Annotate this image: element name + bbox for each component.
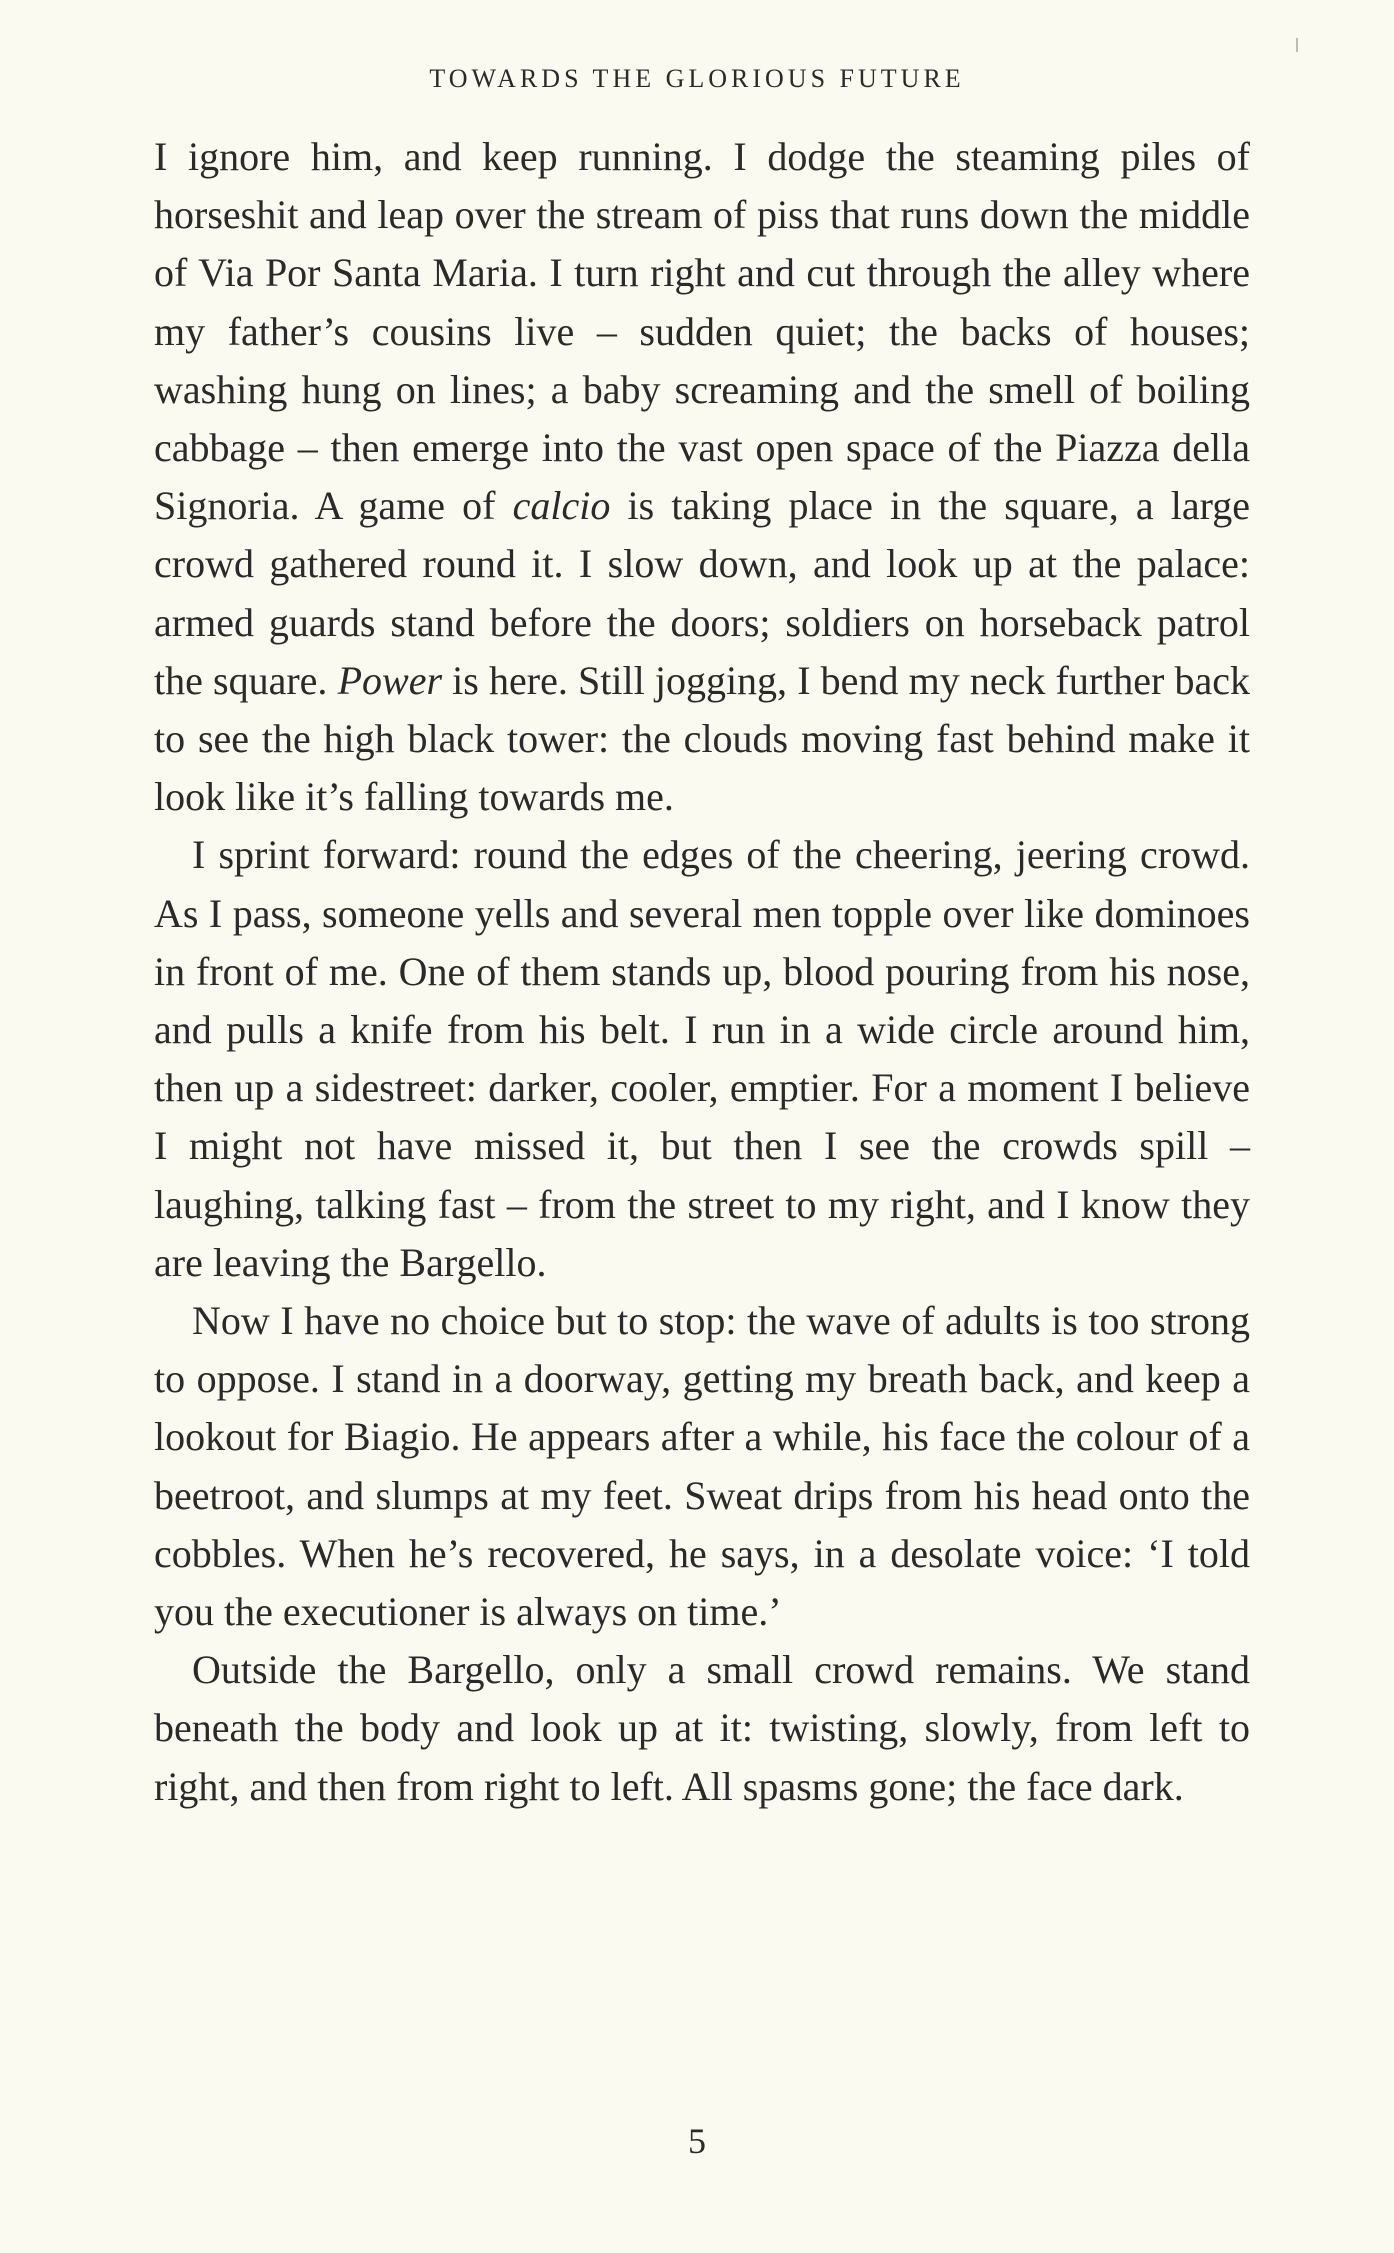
page-number: 5 xyxy=(688,2121,706,2161)
text-segment: is here. Still jogging, I bend my neck further back to see the high black tower: the clouds moving fast behind make it look like it’s falling towards me. xyxy=(154,657,1251,820)
text-segment: Outside the Bargello, only a small crowd remains. We stand beneath the body and look up at it: twisting, slowly, from left to right, and then from right to left. All spasms gone; the face dark. xyxy=(154,1647,1250,1809)
text-segment: I ignore him, and keep running. I dodge the steaming piles of horseshit and leap over the stream of piss that runs down the middle of Via Por Santa Maria. I turn right and cut through the alley where my father’s cousins live – sudden quiet; the backs of houses; washing hung on lines; a baby screaming and the smell of boiling cabbage – then emerge into the vast open space of the Piazza della Signoria. A game of xyxy=(154,134,1250,529)
text-segment: I sprint forward: round the edges of the cheering, jeering crowd. As I pass, someone yells and several men topple over like dominoes in front of me. One of them stands up, blood pouring from his nose, and pulls a knife from his belt. I run in a wide circle around him, then up a sidestreet: darker, cooler, emptier. For a moment I believe I might not have missed it, but then I see the crowds spill – laughing, talking fast – from the street to my right, and I know they are leaving the Bargello. xyxy=(154,832,1250,1285)
running-head: TOWARDS THE GLORIOUS FUTURE xyxy=(429,64,965,93)
paragraph xyxy=(154,1292,1250,1641)
paragraph xyxy=(154,128,1250,826)
edge-mark xyxy=(1296,38,1298,52)
paragraph xyxy=(154,1641,1250,1816)
paragraph xyxy=(154,826,1250,1292)
italic-term-calcio: calcio xyxy=(512,483,611,529)
text-segment: is taking place in the square, a large crowd gathered round it. I slow down, and look up at the palace: armed guards stand before the doors; soldiers on horseback patrol the square. xyxy=(154,483,1250,703)
text-segment: Now I have no choice but to stop: the wave of adults is too strong to oppose. I stand in a doorway, getting my breath back, and keep a lookout for Biagio. He appears after a while, his face the colour of a beetroot, and slumps at my feet. Sweat drips from his head onto the cobbles. When he’s recovered, he says, in a desolate voice: ‘I told you the executioner is always on time.’ xyxy=(154,1298,1250,1635)
body-text xyxy=(154,128,1250,1816)
italic-term-power: Power xyxy=(337,657,443,703)
